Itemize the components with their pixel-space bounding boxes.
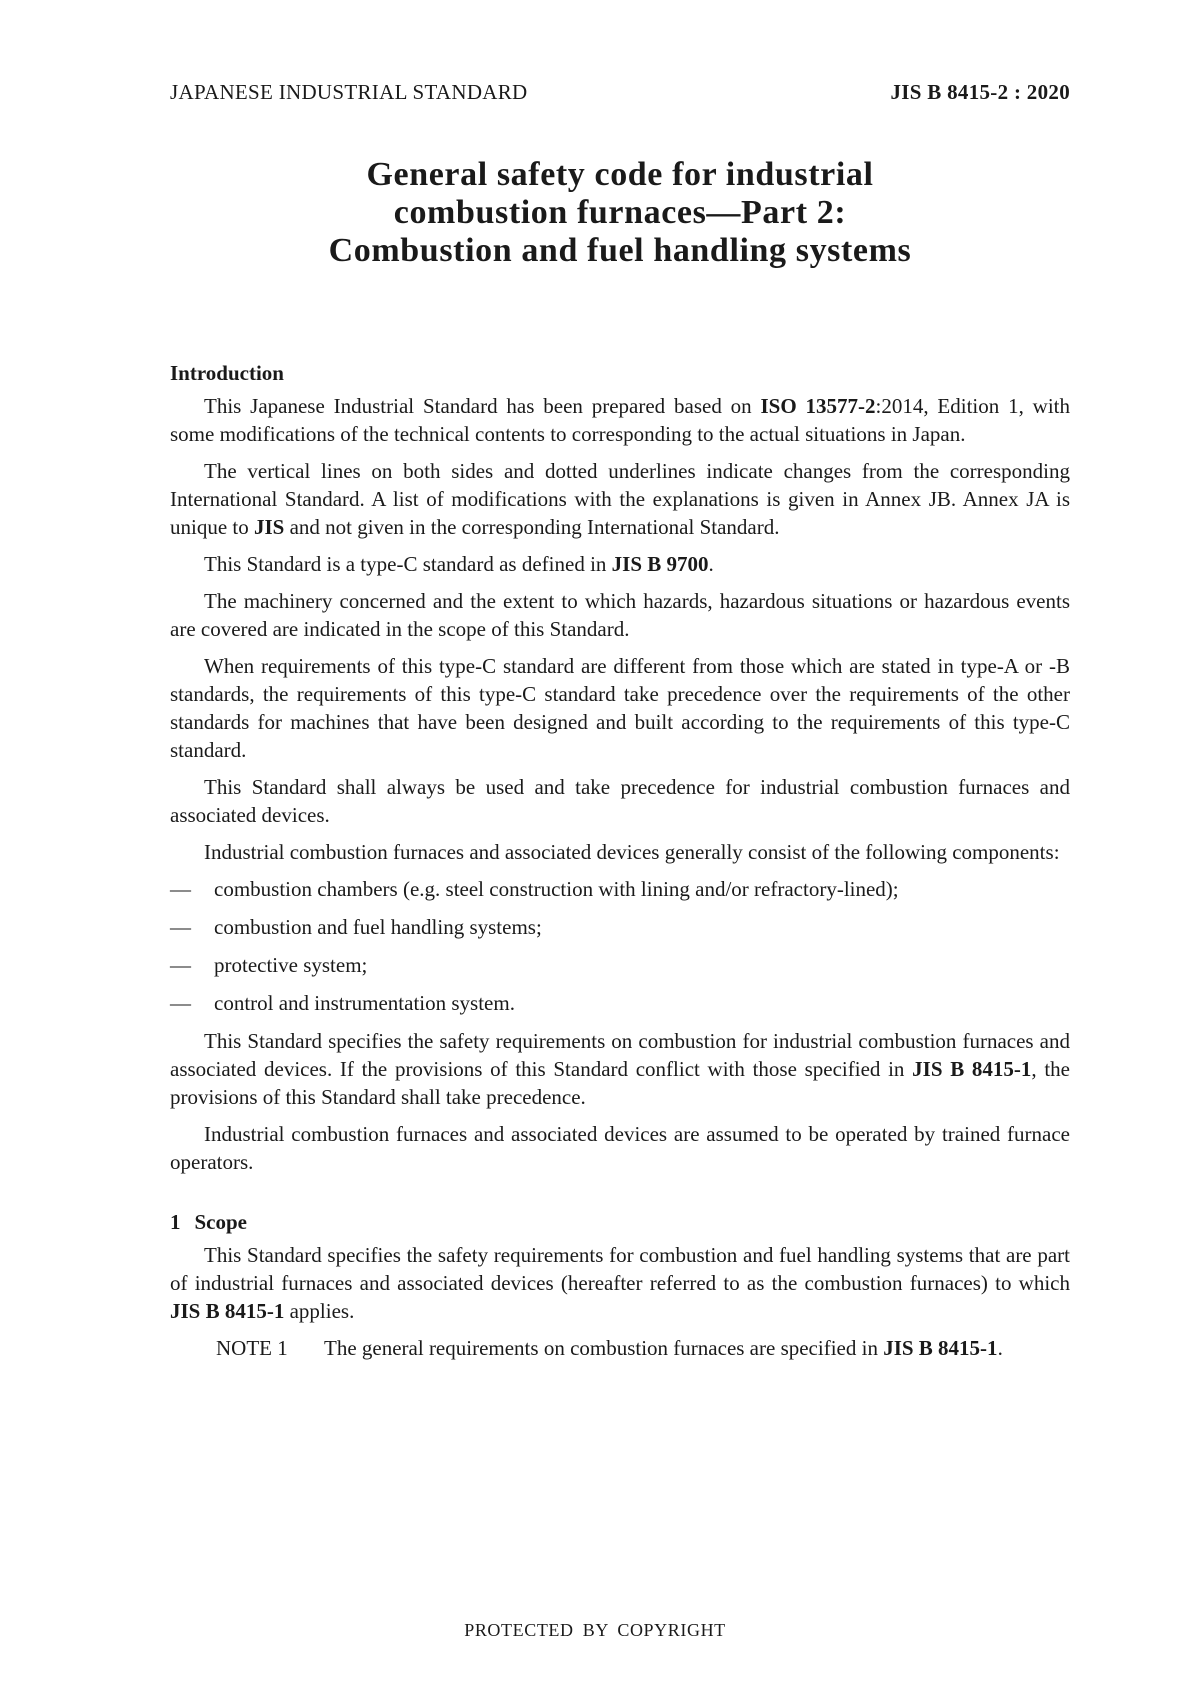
header-standard-number: JIS B 8415-2 : 2020 (890, 80, 1070, 104)
document-body (170, 359, 1070, 1362)
standard-reference: JIS B 8415-1 (883, 1336, 998, 1360)
text-run: and not given in the corresponding International Standard. (284, 515, 780, 539)
note-text (324, 1334, 1070, 1362)
list-item-text: combustion and fuel handling systems; (214, 915, 542, 939)
scope-paragraph-1 (170, 1241, 1070, 1325)
intro-paragraph-6: This Standard shall always be used and take precedence for industrial combustion furnaces and associated devices. (170, 775, 1070, 827)
text-run: , the provisions of this Standard shall take precedence. (170, 1057, 1070, 1109)
list-dash: — (170, 991, 191, 1015)
standard-reference: ISO 13577-2 (760, 394, 876, 418)
list-dash: — (170, 953, 191, 977)
component-list-item (170, 875, 1070, 903)
document-title (170, 156, 1070, 270)
scope-note-1 (216, 1334, 1070, 1362)
list-item-text: control and instrumentation system. (214, 991, 515, 1015)
list-item-text: combustion chambers (e.g. steel construction with lining and/or refractory-lined); (214, 877, 899, 901)
intro-paragraph-8 (170, 1027, 1070, 1111)
text-run: The general requirements on combustion furnaces are specified in (324, 1336, 884, 1360)
text-run: The vertical lines on both sides and dotted underlines indicate changes from the corresponding International Standard. A list of modifications with the explanations is given in Annex JB. Annex JA is unique to (170, 459, 1070, 539)
standard-reference: JIS (254, 515, 285, 539)
section-title: Scope (194, 1210, 247, 1234)
list-dash: — (170, 915, 191, 939)
copyright-footer: PROTECTED BY COPYRIGHT (464, 1620, 726, 1640)
text-run: applies. (284, 1299, 355, 1323)
text-run: This Japanese Industrial Standard has been prepared based on (204, 394, 761, 418)
standard-reference: JIS B 8415-1 (912, 1057, 1032, 1081)
list-item-text: protective system; (214, 953, 368, 977)
intro-paragraph-3 (170, 550, 1070, 578)
text-run: This Standard specifies the safety requirements on combustion for industrial combustion furnaces and associated devices. If the provisions of this Standard conflict with those specified in (170, 1029, 1070, 1081)
intro-paragraph-2 (170, 457, 1070, 541)
intro-paragraph-7: Industrial combustion furnaces and associated devices generally consist of the following components: (204, 840, 1060, 864)
title-line-1: General safety code for industrial (366, 156, 874, 193)
text-run: . (708, 552, 714, 576)
text-run: This Standard specifies the safety requirements for combustion and fuel handling systems that are part of industrial furnaces and associated devices (hereafter referred to as the combustion furnaces) to which (170, 1243, 1070, 1295)
title-line-3: Combustion and fuel handling systems (328, 232, 912, 269)
intro-paragraph-5: When requirements of this type-C standard are different from those which are stated in type-A or -B standards, the requirements of this type-C standard take precedence over the requirements of the other standards for machines that have been designed and built according to the requirements of this type-C standard. (170, 654, 1070, 762)
page-header (170, 80, 1070, 105)
intro-paragraph-4: The machinery concerned and the extent to which hazards, hazardous situations or hazardous events are covered are indicated in the scope of this Standard. (170, 589, 1070, 641)
text-run: This Standard is a type-C standard as defined in (204, 552, 612, 576)
scope-heading (170, 1208, 1070, 1236)
component-list-item (170, 913, 1070, 941)
standard-reference: JIS B 8415-1 (170, 1299, 285, 1323)
title-line-2: combustion furnaces—Part 2: (393, 194, 847, 231)
standard-reference: JIS B 9700 (611, 552, 709, 576)
component-list-item (170, 989, 1070, 1017)
component-list-item (170, 951, 1070, 979)
introduction-heading: Introduction (170, 361, 284, 385)
intro-paragraph-1 (170, 392, 1070, 448)
text-run: :2014, Edition 1, with some modifications of the technical contents to corresponding to the actual situations in Japan. (170, 394, 1070, 446)
header-standard-type: JAPANESE INDUSTRIAL STANDARD (170, 80, 528, 104)
text-run: . (997, 1336, 1003, 1360)
section-number: 1 (170, 1210, 181, 1234)
note-label: NOTE 1 (216, 1336, 288, 1360)
list-dash: — (170, 877, 191, 901)
intro-paragraph-9: Industrial combustion furnaces and associated devices are assumed to be operated by trained furnace operators. (170, 1122, 1070, 1174)
